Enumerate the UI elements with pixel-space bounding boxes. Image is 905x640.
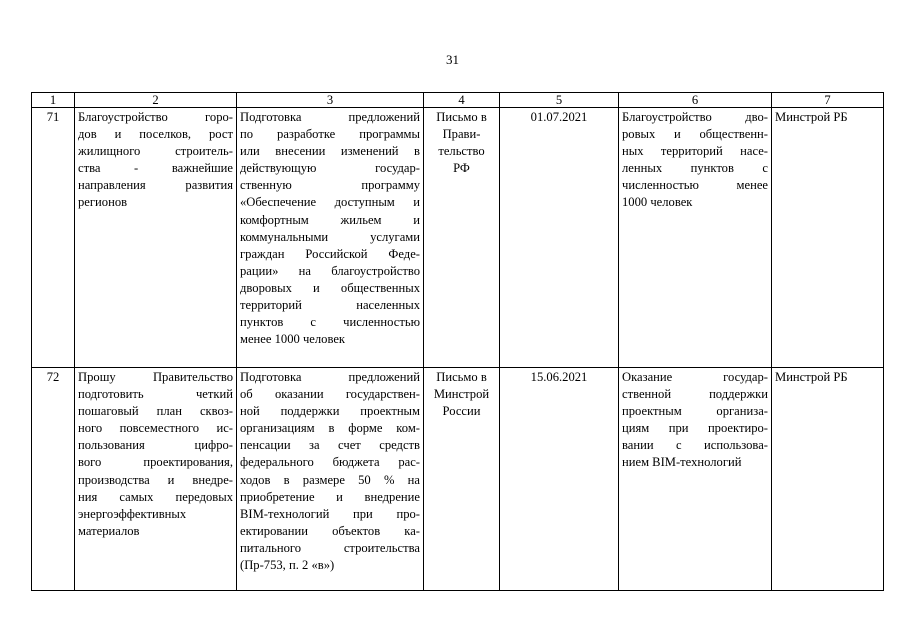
cell-text-line: менее 1000 человек <box>240 332 346 347</box>
row-number: 72 <box>32 368 75 591</box>
table-row <box>32 108 884 368</box>
cell-text-line: BIM-технологий при про- <box>240 506 420 521</box>
page-number: 31 <box>446 52 459 67</box>
column-header: 4 <box>424 93 500 108</box>
cell-text-line: действующую государ- <box>240 161 420 176</box>
cell-text-line: РФ <box>453 161 470 176</box>
cell-text-line: комфортным жильем и <box>240 212 420 227</box>
cell-text-line: Подготовка предложений <box>240 370 420 384</box>
document-type-cell <box>424 108 500 368</box>
cell-text-line: рации» на благоустройство <box>240 263 420 278</box>
cell-text-line: ходов в размере 50 % на <box>240 472 420 487</box>
cell-text-line: ровых и общественн- <box>622 127 768 142</box>
cell-text-line: ства - важнейшие <box>78 161 233 176</box>
cell-text-line: коммунальными услугами <box>240 229 420 244</box>
cell-text-line: Прошу Правительство <box>78 370 233 384</box>
cell-text-line: приобретение и внедрение <box>240 489 420 504</box>
cell-text-line: граждан Российской Феде- <box>240 246 420 261</box>
cell-text-line: численностью менее <box>622 178 768 193</box>
cell-text-line: регионов <box>78 195 128 210</box>
responsible-cell: Минстрой РБ <box>772 368 884 591</box>
cell-text-line: энергоэффективных <box>78 506 187 521</box>
cell-text-line: ния самых передовых <box>78 489 233 504</box>
cell-text-line: Письмо в <box>436 370 487 384</box>
cell-text-line: вого проектирования, <box>78 455 233 470</box>
cell-text-line: ной поддержки проектным <box>240 404 420 419</box>
column-header: 1 <box>32 93 75 108</box>
row-number: 71 <box>32 108 75 368</box>
cell-text-line: направления развития <box>78 178 233 193</box>
cell-text-line: организациям в форме ком- <box>240 421 420 436</box>
cell-text-line: России <box>442 404 481 419</box>
cell-text-line: по разработке программы <box>240 127 420 142</box>
cell-text-line: ного повсеместного ис- <box>78 421 233 436</box>
cell-text-line: пошаговый план сквоз- <box>78 404 233 419</box>
result-cell <box>619 108 772 368</box>
event-name-cell <box>75 108 237 368</box>
cell-text-line: жилищного строитель- <box>78 144 233 159</box>
cell-text-line: ственной поддержки <box>622 387 768 402</box>
event-name-cell <box>75 368 237 591</box>
responsible-cell: Минстрой РБ <box>772 108 884 368</box>
cell-text-line: ленных пунктов с <box>622 161 768 176</box>
cell-text-line: проектным организа- <box>622 404 768 419</box>
column-header: 3 <box>237 93 424 108</box>
cell-text-line: пенсации за счет средств <box>240 438 420 453</box>
cell-text-line: пользования цифро- <box>78 438 233 453</box>
cell-text-line: производства и внедре- <box>78 472 233 487</box>
measure-cell <box>237 368 424 591</box>
deadline-cell: 15.06.2021 <box>500 368 619 591</box>
cell-text-line: (Пр-753, п. 2 «в») <box>240 558 335 573</box>
cell-text-line: пунктов с численностью <box>240 315 420 330</box>
cell-text-line: Минстрой <box>433 387 490 402</box>
cell-text-line: дворовых и общественных <box>240 280 420 295</box>
cell-text-line: федерального бюджета рас- <box>240 455 420 470</box>
cell-text-line: ственную программу <box>240 178 420 193</box>
cell-text-line: тельство <box>438 144 485 159</box>
deadline-cell: 01.07.2021 <box>500 108 619 368</box>
cell-text-line: Благоустройство дво- <box>622 110 768 124</box>
cell-text-line: Благоустройство горо- <box>78 110 233 124</box>
cell-text-line: нием BIM-технологий <box>622 455 742 470</box>
cell-text-line: циям при проектиро- <box>622 421 768 436</box>
cell-text-line: территорий населенных <box>240 298 420 313</box>
cell-text-line: Подготовка предложений <box>240 110 420 124</box>
cell-text-line: Письмо в <box>436 110 487 124</box>
column-header: 7 <box>772 93 884 108</box>
cell-text-line: ектировании объектов ка- <box>240 523 420 538</box>
document-type-cell <box>424 368 500 591</box>
cell-text-line: материалов <box>78 523 140 538</box>
measure-cell <box>237 108 424 368</box>
document-table <box>31 92 884 591</box>
cell-text-line: или внесении изменений в <box>240 144 420 159</box>
column-header: 5 <box>500 93 619 108</box>
cell-text-line: об оказании государствен- <box>240 387 420 402</box>
cell-text-line: подготовить четкий <box>78 387 233 402</box>
cell-text-line: вании с использова- <box>622 438 768 453</box>
cell-text-line: питального строительства <box>240 540 420 555</box>
header-row <box>32 93 884 108</box>
cell-text-line: дов и поселков, рост <box>78 127 233 142</box>
cell-text-line: «Обеспечение доступным и <box>240 195 420 210</box>
result-cell <box>619 368 772 591</box>
cell-text-line: Оказание государ- <box>622 370 768 384</box>
cell-text-line: 1000 человек <box>622 195 693 210</box>
column-header: 2 <box>75 93 237 108</box>
cell-text-line: Прави- <box>442 127 481 142</box>
table-row <box>32 368 884 591</box>
column-header: 6 <box>619 93 772 108</box>
cell-text-line: ных территорий насе- <box>622 144 768 159</box>
